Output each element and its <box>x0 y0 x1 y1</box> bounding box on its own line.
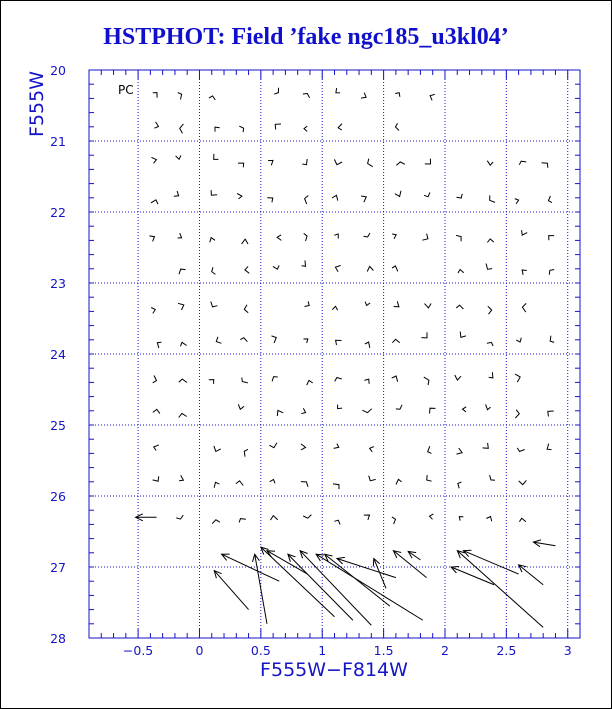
field-chevron <box>239 519 246 523</box>
chart-title: HSTPHOT: Field ’fake ngc185_u3kl04’ <box>103 24 509 50</box>
field-chevron <box>336 340 342 345</box>
field-chevron <box>427 475 432 481</box>
field-chevron <box>267 198 273 203</box>
field-chevron <box>456 235 461 241</box>
x-tick-label: 3 <box>563 643 572 658</box>
field-chevron <box>519 518 526 522</box>
field-chevron <box>244 449 248 456</box>
field-chevron <box>338 124 342 130</box>
field-chevron <box>458 482 462 488</box>
field-chevron <box>304 233 307 241</box>
field-chevron <box>455 375 461 380</box>
field-chevron <box>304 126 307 131</box>
field-chevron <box>151 200 158 204</box>
field-chevron <box>392 234 396 239</box>
vector-arrow <box>451 567 494 585</box>
field-chevron <box>487 342 493 346</box>
field-chevron <box>424 192 430 196</box>
field-chevron <box>244 305 248 313</box>
field-chevron <box>214 446 221 452</box>
field-chevron <box>428 446 432 453</box>
pc-annotation: PC <box>118 83 134 97</box>
field-chevron <box>305 301 310 306</box>
field-chevron <box>457 448 463 454</box>
field-chevron <box>396 479 402 484</box>
field-chevron <box>236 481 243 486</box>
field-chevron <box>486 264 492 270</box>
field-chevron <box>335 266 340 272</box>
vector-arrow <box>300 551 371 626</box>
field-chevron <box>332 306 337 310</box>
field-chevron <box>209 96 215 100</box>
field-chevron <box>361 196 366 202</box>
x-tick-label: 0.5 <box>250 643 271 658</box>
field-chevron <box>522 303 526 312</box>
y-tick-label: 27 <box>50 560 66 575</box>
field-chevron <box>421 332 427 338</box>
y-tick-label: 24 <box>50 347 66 362</box>
field-chevron <box>301 482 308 487</box>
field-chevron <box>364 379 369 384</box>
field-chevron <box>430 94 435 100</box>
y-tick-label: 20 <box>50 63 66 78</box>
field-chevron <box>334 234 338 239</box>
field-chevron <box>179 413 187 417</box>
field-chevron <box>396 123 400 130</box>
field-chevron <box>216 337 221 344</box>
field-chevron <box>304 339 308 343</box>
y-tick-label: 22 <box>50 205 66 220</box>
field-chevron <box>548 196 552 203</box>
field-chevron <box>459 517 463 521</box>
field-chevron <box>483 443 489 448</box>
field-chevron <box>210 238 215 243</box>
field-chevron <box>151 157 156 163</box>
field-chevron <box>488 306 492 314</box>
y-tick-label: 25 <box>50 418 66 433</box>
field-chevron <box>460 332 466 338</box>
field-chevron <box>212 520 220 524</box>
y-tick-label: 21 <box>50 134 66 149</box>
field-chevron <box>273 266 279 270</box>
field-chevron <box>335 378 342 382</box>
x-tick-label: 2.5 <box>496 643 517 658</box>
field-chevron <box>369 476 376 481</box>
field-chevron <box>394 301 399 307</box>
field-chevron <box>519 480 527 484</box>
field-chevron <box>458 270 464 274</box>
field-chevron <box>215 127 220 132</box>
field-chevron <box>333 484 339 489</box>
field-chevron <box>334 520 340 524</box>
vector-arrow <box>222 554 280 581</box>
x-tick-label: 1.5 <box>373 643 394 658</box>
field-chevron <box>364 515 370 520</box>
field-chevron <box>179 475 183 480</box>
field-chevron <box>334 159 342 164</box>
field-chevron <box>154 122 158 128</box>
field-chevron <box>365 302 370 306</box>
x-tick-label: 0 <box>195 643 204 658</box>
field-chevron <box>212 267 216 274</box>
vector-arrow <box>463 550 518 574</box>
y-tick-label: 23 <box>50 276 66 291</box>
field-chevron <box>395 191 401 197</box>
field-chevron <box>211 190 217 195</box>
field-chevron <box>272 377 278 382</box>
field-chevron <box>490 195 495 202</box>
field-chevron <box>245 266 249 273</box>
field-chevron <box>178 93 182 100</box>
field-chevron <box>396 405 402 409</box>
field-chevron <box>270 480 275 484</box>
field-chevron <box>548 411 554 417</box>
x-axis-label: F555W−F814W <box>260 659 408 681</box>
field-chevron <box>211 302 218 307</box>
field-chevron <box>153 409 160 413</box>
field-chevron <box>269 443 277 448</box>
field-chevron <box>550 336 554 343</box>
field-chevron <box>174 191 179 196</box>
axis-ticks <box>50 63 580 658</box>
field-chevron <box>487 161 493 166</box>
field-chevron <box>457 194 463 198</box>
field-chevron <box>149 236 154 242</box>
field-chevron <box>268 160 273 165</box>
field-chevron <box>424 377 429 385</box>
vector-field <box>149 88 554 525</box>
vector-arrow <box>337 557 396 577</box>
vector-arrow <box>136 514 157 521</box>
field-chevron <box>153 476 159 481</box>
field-chevron <box>301 444 306 450</box>
vector-arrows <box>136 514 556 628</box>
field-chevron <box>242 239 248 244</box>
field-chevron <box>515 410 519 418</box>
vector-arrow <box>261 547 335 617</box>
field-chevron <box>238 404 244 409</box>
field-chevron <box>422 234 428 241</box>
field-chevron <box>370 447 374 452</box>
y-axis-label: F555W <box>26 71 48 137</box>
field-chevron <box>430 514 434 519</box>
field-chevron <box>238 163 244 167</box>
field-chevron <box>272 336 277 343</box>
field-chevron <box>519 161 526 165</box>
field-chevron <box>153 93 157 98</box>
field-chevron <box>392 376 398 382</box>
x-tick-label: 2 <box>440 643 449 658</box>
field-chevron <box>153 376 157 383</box>
y-tick-label: 28 <box>50 631 66 646</box>
field-chevron <box>392 517 396 524</box>
field-chevron <box>364 233 371 237</box>
field-chevron <box>277 410 283 416</box>
vector-arrow <box>408 551 420 560</box>
field-chevron <box>430 408 436 413</box>
field-chevron <box>180 124 184 133</box>
field-chevron <box>237 194 242 199</box>
field-chevron <box>181 342 187 346</box>
field-chevron <box>179 379 187 382</box>
field-chevron <box>425 159 431 164</box>
vector-arrow <box>533 540 555 547</box>
field-chevron <box>365 342 370 348</box>
field-chevron <box>176 156 181 160</box>
field-chevron <box>517 448 524 452</box>
field-chevron <box>301 408 305 414</box>
field-chevron <box>176 515 183 519</box>
field-chevron <box>487 239 494 243</box>
field-chevron <box>547 444 551 450</box>
vector-arrow <box>214 571 248 610</box>
axis-labels <box>26 71 408 681</box>
x-tick-label: 1 <box>318 643 327 658</box>
field-chevron <box>209 380 214 384</box>
field-chevron <box>425 304 432 308</box>
field-chevron <box>549 270 554 275</box>
field-chevron <box>242 378 248 383</box>
field-chevron <box>178 233 182 238</box>
field-chevron <box>368 159 373 167</box>
field-chevron <box>392 339 399 343</box>
field-chevron <box>305 196 309 205</box>
field-chevron <box>549 236 554 241</box>
grid <box>89 70 580 638</box>
field-chevron <box>214 482 219 488</box>
field-chevron <box>214 154 219 160</box>
vector-arrow <box>253 554 267 624</box>
field-chevron <box>522 270 527 275</box>
field-chevron <box>303 94 310 98</box>
field-chevron <box>154 445 159 451</box>
field-chevron <box>179 269 186 274</box>
field-chevron <box>515 374 520 382</box>
field-chevron <box>490 475 495 480</box>
field-chevron <box>178 303 184 310</box>
field-chevron <box>332 195 338 200</box>
field-chevron <box>274 88 278 94</box>
x-tick-label: −0.5 <box>122 643 154 658</box>
field-chevron <box>239 126 243 132</box>
field-chevron <box>338 405 343 409</box>
vector-arrow <box>288 554 353 620</box>
field-chevron <box>395 93 400 97</box>
field-chevron <box>270 516 277 521</box>
field-chevron <box>516 338 521 342</box>
field-chevron <box>151 308 155 314</box>
y-tick-label: 26 <box>50 489 66 504</box>
field-chevron <box>362 409 371 413</box>
field-chevron <box>277 235 281 241</box>
field-chevron <box>515 199 519 204</box>
vector-arrow <box>325 554 390 606</box>
field-chevron <box>486 517 491 522</box>
field-chevron <box>542 163 548 168</box>
field-chevron <box>396 162 405 166</box>
field-chevron <box>489 372 493 378</box>
field-chevron <box>336 88 340 93</box>
field-chevron <box>456 305 463 309</box>
field-chevron <box>463 407 467 412</box>
vector-arrow <box>457 551 543 628</box>
vector-arrow <box>316 554 423 620</box>
field-chevron <box>307 380 313 385</box>
field-chevron <box>486 404 491 409</box>
field-chevron <box>240 338 247 342</box>
field-chevron <box>302 159 307 165</box>
vector-arrow <box>519 565 544 585</box>
field-chevron <box>361 93 366 98</box>
field-chevron <box>522 230 528 235</box>
field-chevron <box>157 342 161 348</box>
field-chevron <box>334 444 339 449</box>
field-chevron <box>303 515 311 519</box>
field-chevron <box>275 124 281 130</box>
field-chevron <box>302 260 306 266</box>
field-chevron <box>392 266 398 272</box>
field-chevron <box>367 266 373 271</box>
